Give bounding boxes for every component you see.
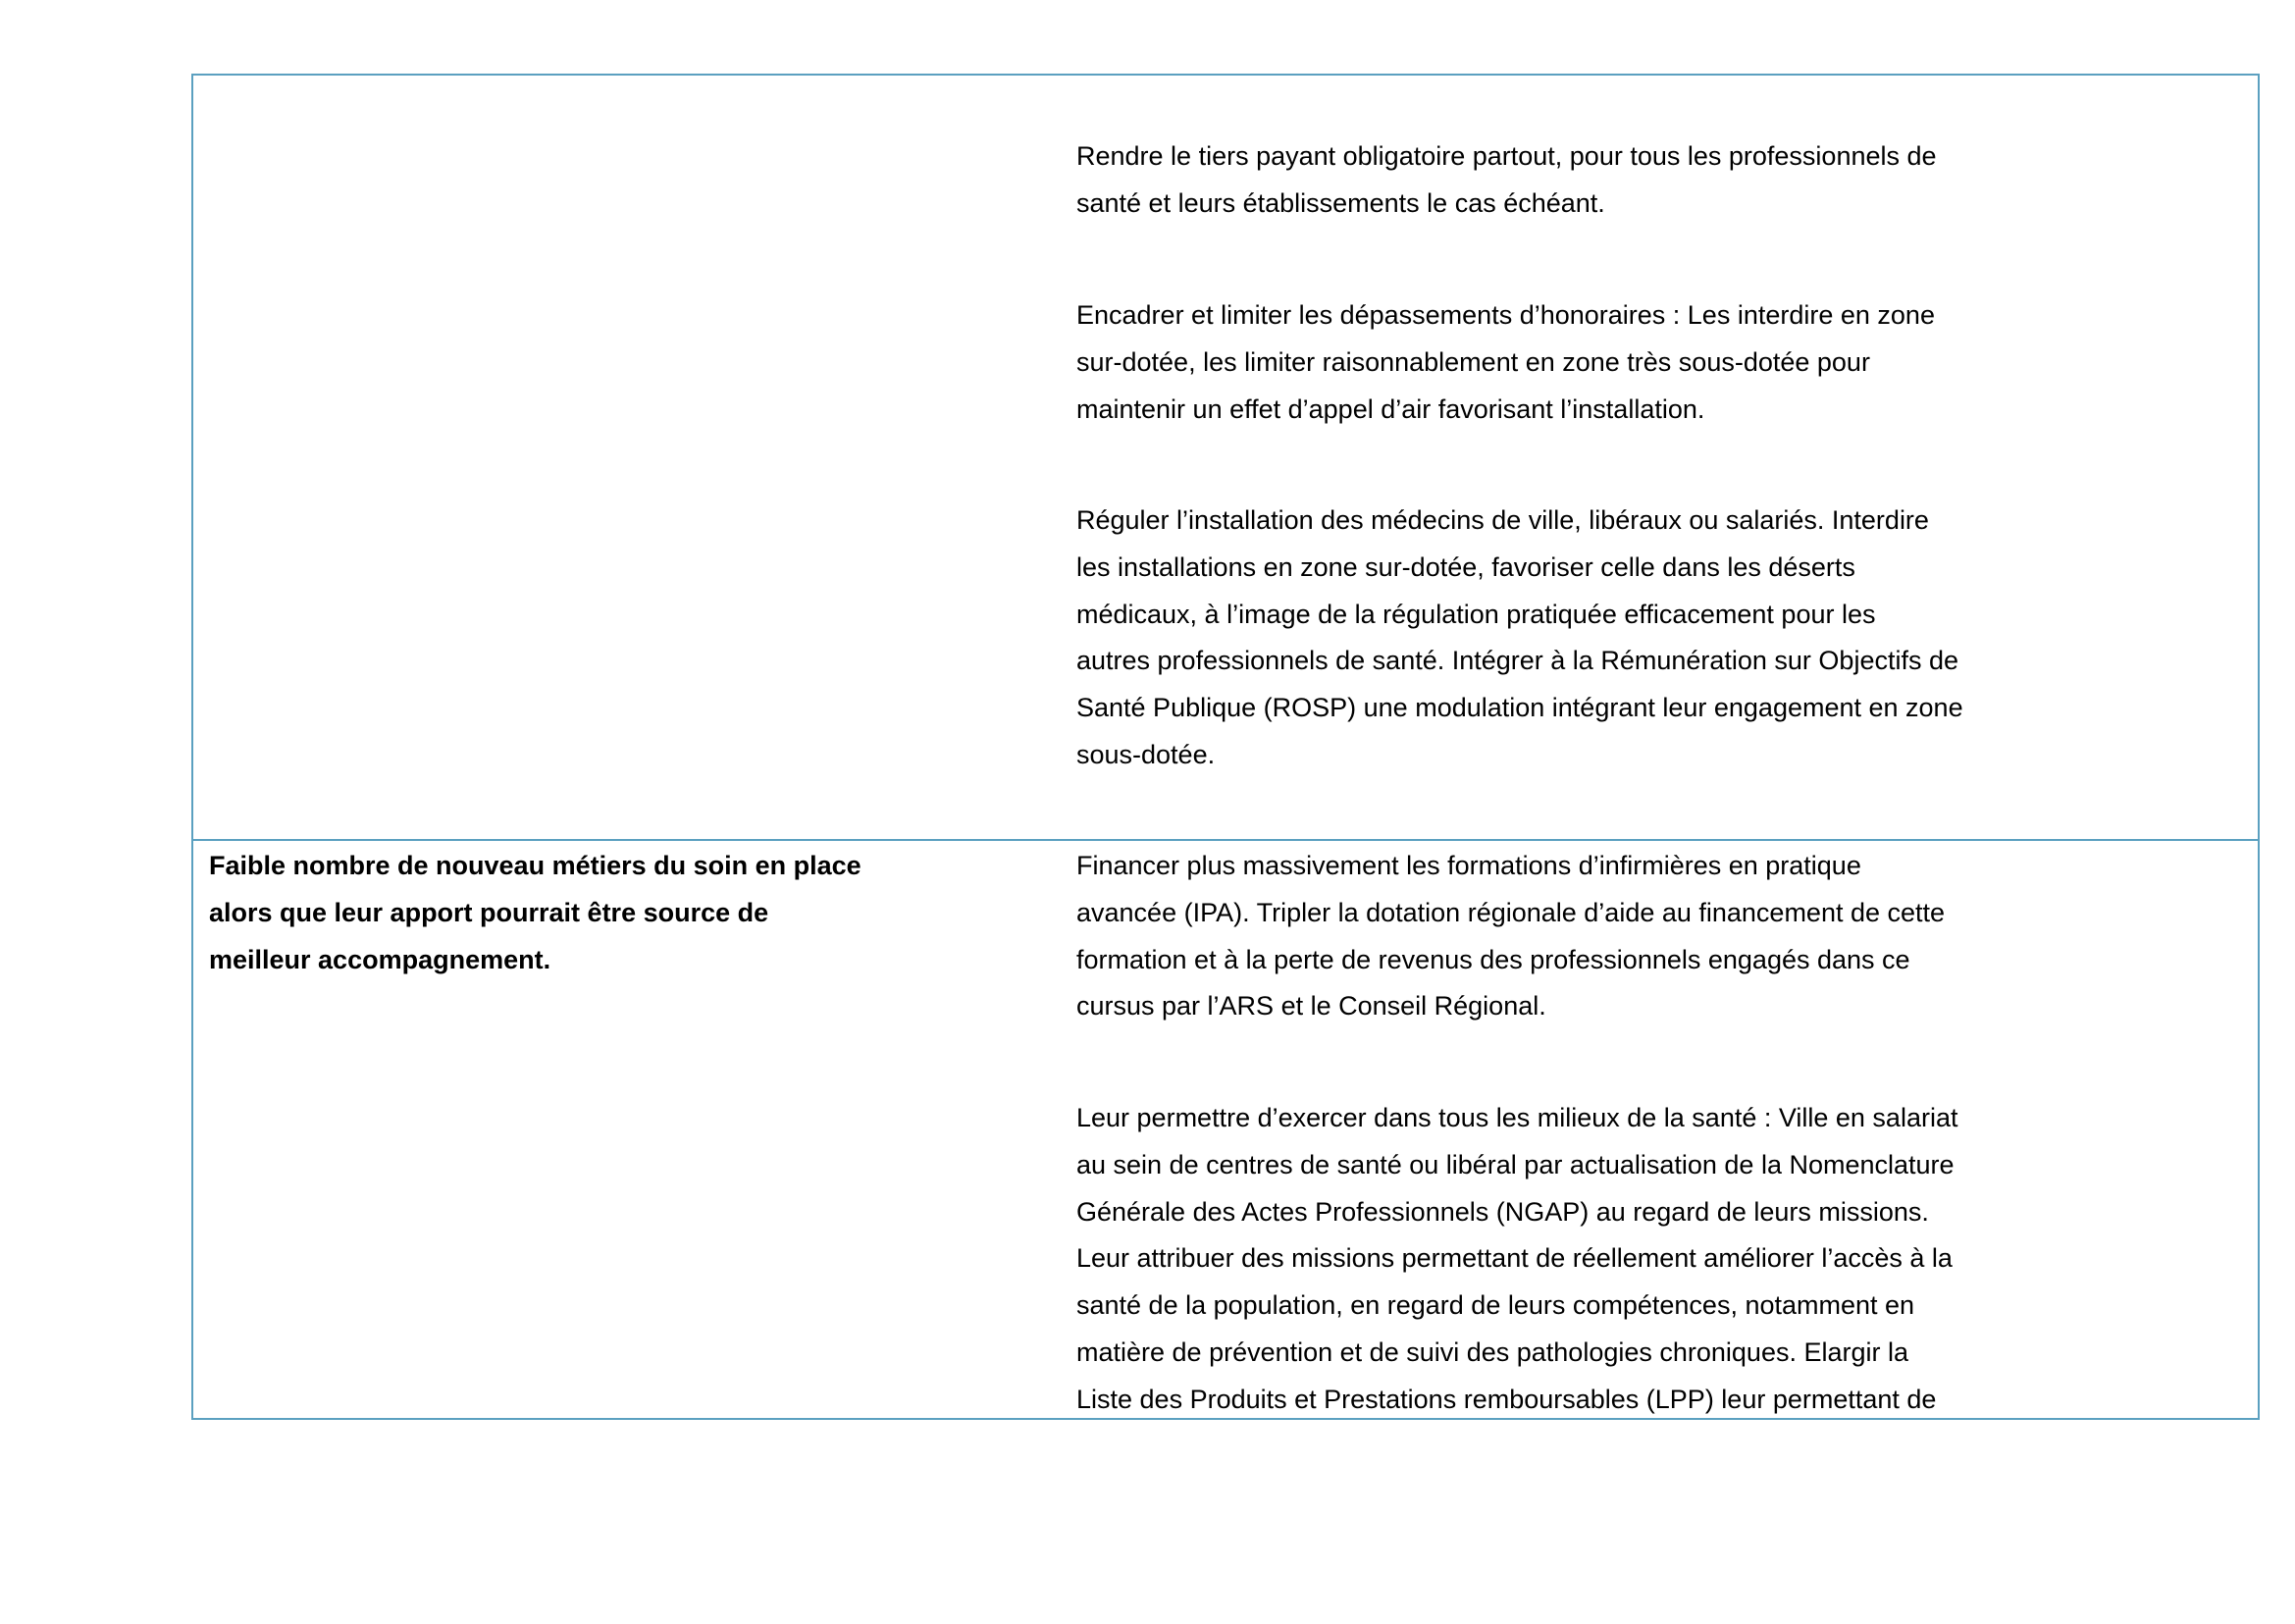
text-line: Leur permettre d’exercer dans tous les milieux de la santé : Ville en salariat: [1076, 1103, 1958, 1132]
proposal-exercer-milieux: [1076, 1095, 1957, 1420]
text-line: Réguler l’installation des médecins de ville, libéraux ou salariés. Interdire: [1076, 505, 1929, 535]
text-line: santé de la population, en regard de leurs compétences, notamment en: [1076, 1290, 1915, 1320]
text-line: Liste des Produits et Prestations remboursables (LPP) leur permettant de: [1076, 1384, 1937, 1414]
text-line: meilleur accompagnement.: [209, 944, 551, 974]
text-line: Générale des Actes Professionnels (NGAP) au regard de leurs missions.: [1076, 1196, 1929, 1227]
text-line: santé et leurs établissements le cas échéant.: [1076, 187, 1605, 218]
proposal-regulation-installation: [1076, 498, 1963, 779]
issue-heading: [209, 843, 861, 983]
text-line: autres professionnels de santé. Intégrer à la Rémunération sur Objectifs de: [1076, 646, 1958, 676]
text-line: Financer plus massivement les formations d’infirmières en pratique: [1076, 851, 1861, 880]
text-line: Faible nombre de nouveau métiers du soin en place: [209, 851, 861, 880]
text-line: Santé Publique (ROSP) une modulation intégrant leur engagement en zone: [1076, 693, 1963, 722]
text-line: cursus par l’ARS et le Conseil Régional.: [1076, 991, 1546, 1022]
proposal-financer-ipa: [1076, 843, 1945, 1030]
text-line: Encadrer et limiter les dépassements d’honoraires : Les interdire en zone: [1076, 300, 1935, 330]
text-line: sur-dotée, les limiter raisonnablement en zone très sous-dotée pour: [1076, 346, 1870, 377]
text-line: maintenir un effet d’appel d’air favorisant l’installation.: [1076, 393, 1705, 424]
text-line: médicaux, à l’image de la régulation pratiquée efficacement pour les: [1076, 599, 1876, 629]
row-divider: [193, 839, 2258, 841]
text-line: alors que leur apport pourrait être source de: [209, 897, 769, 927]
proposals-table: [191, 74, 2260, 1420]
text-line: matière de prévention et de suivi des pathologies chroniques. Elargir la: [1076, 1336, 1908, 1367]
text-line: au sein de centres de santé ou libéral par actualisation de la Nomenclature: [1076, 1149, 1955, 1179]
text-line: formation et à la perte de revenus des professionnels engagés dans ce: [1076, 944, 1910, 974]
text-line: les installations en zone sur-dotée, favoriser celle dans les déserts: [1076, 551, 1855, 582]
text-line: Rendre le tiers payant obligatoire partout, pour tous les professionnels de: [1076, 141, 1937, 171]
proposal-depassements-honoraires: [1076, 292, 1935, 433]
text-line: Leur attribuer des missions permettant de réellement améliorer l’accès à la: [1076, 1243, 1953, 1274]
text-line: sous-dotée.: [1076, 739, 1216, 769]
proposal-tiers-payant: [1076, 133, 1937, 228]
text-line: avancée (IPA). Tripler la dotation régionale d’aide au financement de cette: [1076, 897, 1946, 927]
